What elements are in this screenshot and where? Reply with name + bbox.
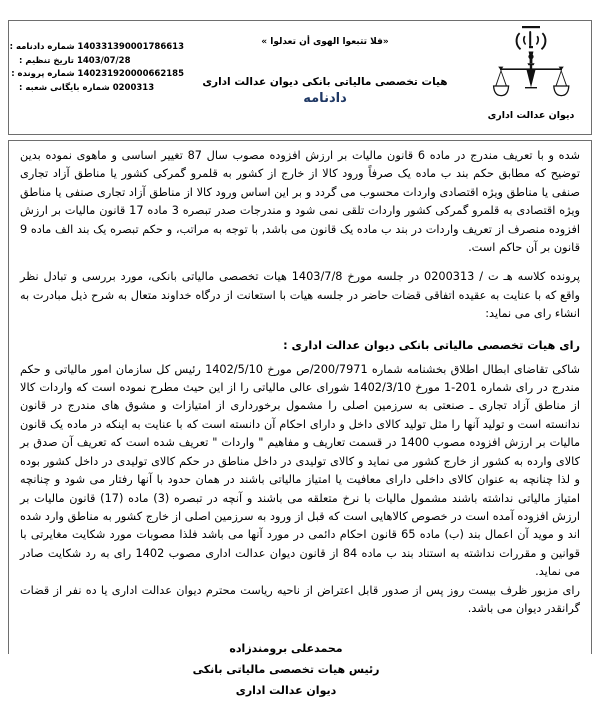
verdict-number-value: 140331390001786613	[77, 42, 184, 52]
body-paragraph-case-session: پرونده کلاسه هـ ت / 0200313 در جلسه مورخ 1403/7/8 هیات تخصصی مالیاتی بانکی، مورد بررسی و تبادل نظر واقع که با عنایت به عقیده اتفاقی قضات حاضر در جلسه هیات با استعانت از درگاه خداوند متعال به شرح ذیل مبادرت به انشاء رای می نماید:	[20, 270, 580, 321]
branch-archive-number-value: 0200313	[112, 82, 155, 93]
quranic-verse: «فلا تتبعوا الهوی أن تعدلوا »	[261, 37, 389, 47]
iran-emblem-scales-icon	[492, 24, 570, 110]
body-paragraph-ruling: شاکی تقاضای ابطال اطلاق بخشنامه شماره 200/7971/ص مورخ 1402/5/10 رئیس کل سازمان امور مالیاتی و حکم مندرج در رای شماره 201-1 مورخ 1402/3/10 شورای عالی مالیاتی را از این حیث مطرح نموده است که واردات کالا از مناطق آزاد تجاری ـ صنعتی به سرزمین اصلی را مشمول برخورداری از امتیازات و مشوق های مندرج در قانون ندانسته است و تولید آنها را مثل تولید کالای داخل و دارای احکام آن دانسته است که با عنایت به اینکه در ماده یک قانون مالیات بر ارزش افزوده مصوب 1400 در قسمت تعاریف و مفاهیم " واردات " تعریف شده است که تعریف آن صدق بر کالای وارده به کشور از خارج کشور می نماید و کالای تولیدی در داخل مناطق در حکم کالای تولیدی در داخل کشور بوده و لذا چنانچه به عنوان کالای داخلی دارای معافیت یا امتیاز مالیاتی باشند در همان حدود با آنها رفتار می شود و چنانچه امتیاز مالیاتی نداشته باشند مشمول مالیات با نرخ متعلقه می باشند و آنچه در تبصره (3) ماده (17) قانون مالیات بر ارزش افزوده آمده است در خصوص کالاهایی است که قبل از ورود به سرزمین اصلی از خارج کشور به مناطق وارد شده اند و موید آن اعمال بند (ب) ماده 65 قانون احکام دائمی در مورد آنها می باشد فلذا مصوبات مورد شکایت مغایرتی با قوانین و مقررات نداشته به استناد بند ب ماده 84 از قانون دیوان عدالت اداری مصوب 1402 رای به رد شکایت صادر می نماید.	[20, 362, 580, 579]
meta-row	[11, 68, 184, 82]
signatory-name: محمدعلی برومندزاده	[229, 642, 343, 656]
branch-archive-number-label: شماره بایگانی شعبه :	[19, 82, 110, 93]
issue-date-label: تاریخ تنظیم :	[19, 55, 74, 66]
meta-row	[9, 41, 184, 55]
header-titles	[177, 29, 473, 106]
emblem-caption: دیوان عدالت اداری	[487, 110, 575, 121]
body-paragraph-continuation: شده و با تعریف مندرج در ماده 6 قانون مالیات بر ارزش افزوده مصوب سال 87 تغییر اساسی و ماهوی نموده بدین توضیح که مطابق حکم بند ب ماده یک صرفاً ورود کالا از خارج از کشور به قلمرو گمرکی کشور یا مناطق آزاد تجاری صنفی یا مناطق ویژه اقتصادی واردات محسوب می گردد و بر این اساس ورود کالا از مناطق آزاد تجاری صنفی یا مناطق ویژه اقتصادی به قلمرو گمرکی کشور واردات تلقی نمی شود و مندرجات صدر تبصره 3 ماده 17 قانون مالیات بر ارزش افزوده منصرف از تعریف واردات در بند ب ماده یک قانون می باشد, با توجه به مراتب، و حکم تبصره یک بند الف ماده 9 قانون بر آن حاکم است.	[20, 149, 581, 255]
signatory-title: رئیس هیات تخصصی مالیاتی بانکی	[192, 663, 380, 677]
court-emblem	[479, 24, 583, 121]
meta-row	[19, 82, 184, 96]
case-number-value: 140231920000662185	[77, 69, 184, 79]
document-header	[8, 20, 592, 135]
issue-date-value: 1403/07/28	[76, 55, 131, 66]
meta-row	[19, 55, 184, 69]
body-paragraph-appeal-notice: رای مزبور ظرف بیست روز پس از صدور قابل اعتراض از ناحیه ریاست محترم دیوان عدالت اداری یا ده نفر از قضات گرانقدر دیوان می باشد.	[20, 583, 580, 615]
document-metadata	[9, 41, 184, 95]
organization-title: هیات تخصصی مالیاتی بانکی دیوان عدالت اداری	[202, 76, 448, 88]
document-type-title: دادنامه	[303, 91, 347, 106]
case-number-label: شماره پرونده :	[11, 69, 75, 79]
signature-block	[20, 638, 580, 701]
signatory-organization: دیوان عدالت اداری	[235, 684, 337, 698]
ruling-heading: رای هیات تخصصی مالیاتی بانکی دیوان عدالت اداری :	[283, 338, 580, 352]
document-body	[8, 140, 592, 698]
verdict-number-label: شماره دادنامه :	[9, 42, 75, 52]
